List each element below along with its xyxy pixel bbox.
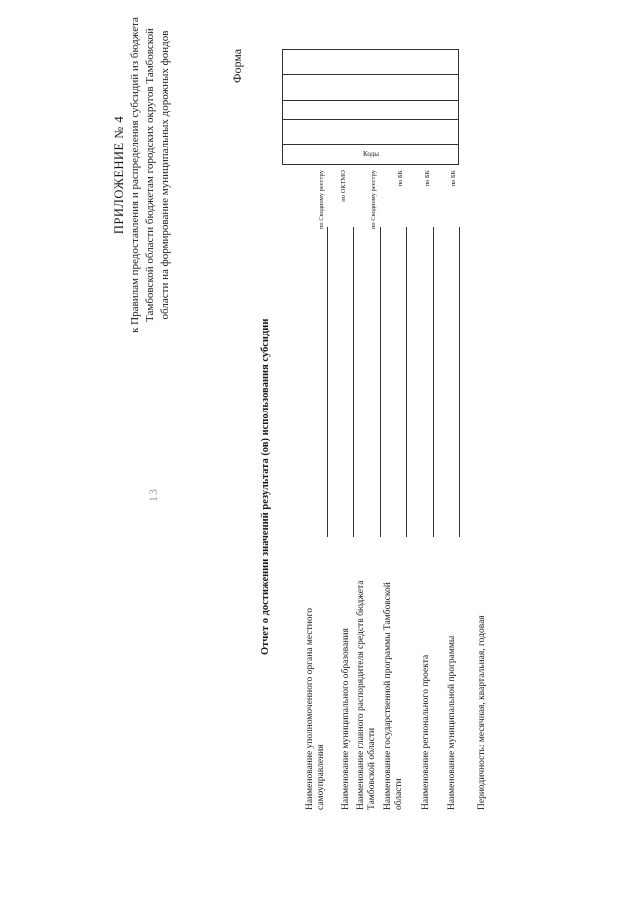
code-label-municipal-program: по БК [450, 170, 457, 187]
field-line-municipal-program[interactable] [459, 227, 460, 537]
field-line-authority[interactable] [327, 227, 328, 537]
appendix-line: к Правилам предоставления и распределения субсидий из бюджета [129, 17, 141, 333]
field-line-chief-manager[interactable] [380, 227, 381, 537]
field-label-chief-manager: Наименование главного распорядителя средств бюджета Тамбовской области [356, 580, 377, 810]
code-cell[interactable] [283, 74, 458, 100]
appendix-heading [112, 15, 173, 335]
form-label: Форма [230, 48, 244, 83]
code-label-regional-project: по БК [424, 170, 431, 187]
field-line-regional-project[interactable] [433, 227, 434, 537]
field-label-municipal-program: Наименование муниципальной программы [447, 635, 457, 810]
code-label-chief-manager: по Сводному реестру [370, 170, 377, 230]
appendix-title: ПРИЛОЖЕНИЕ № 4 [112, 115, 126, 235]
field-label-regional-project: Наименование регионального проекта [421, 654, 431, 810]
appendix-line: области на формирование муниципальных дорожных фондов [159, 30, 171, 320]
code-label-municipality: по ОКТМО [340, 170, 347, 202]
page-number: 13 [146, 488, 160, 502]
field-label-authority: Наименование уполномоченного органа местного самоуправления [305, 608, 326, 810]
field-line-municipality[interactable] [353, 227, 354, 537]
appendix-line: Тамбовской области бюджетам городских округов Тамбовской [144, 28, 156, 322]
code-cell[interactable] [283, 119, 458, 145]
code-label-state-program: по БК [397, 170, 404, 187]
report-title: Отчет о достижении значений результата (ов) использования субсидии [260, 318, 271, 655]
codes-header: Коды [283, 144, 458, 164]
code-label-authority: по Сводному реестру [318, 170, 325, 230]
codes-table [282, 49, 459, 165]
field-line-state-program[interactable] [406, 227, 407, 537]
field-label-state-program: Наименование государственной программы Тамбовской области [383, 582, 404, 810]
periodicity-text: Периодичность: месячная, квартальная, годовая [477, 615, 487, 810]
code-cell[interactable] [283, 100, 458, 119]
code-cell[interactable] [283, 51, 458, 74]
field-label-municipality: Наименование муниципального образования [341, 628, 351, 810]
